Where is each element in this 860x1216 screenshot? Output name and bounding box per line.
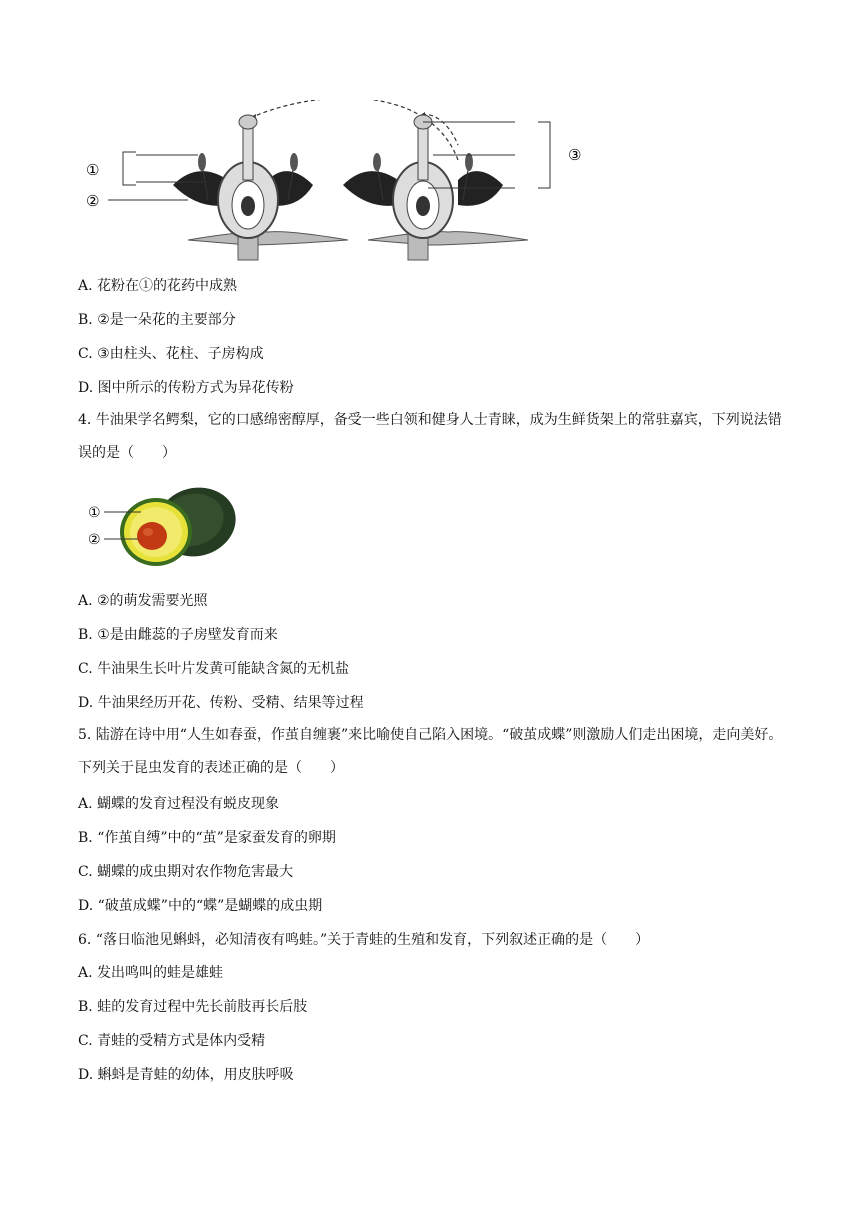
q6-option-d: D. 蝌蚪是青蛙的幼体，用皮肤呼吸 xyxy=(78,1067,294,1083)
avocado-label-1: ① xyxy=(88,505,101,521)
q5-option-c: C. 蝴蝶的成虫期对农作物危害最大 xyxy=(78,864,294,880)
q3-option-b: B. ②是一朵花的主要部分 xyxy=(78,312,236,328)
q4-option-b: B. ①是由雌蕊的子房壁发育而来 xyxy=(78,627,278,643)
q3-option-d: D. 图中所示的传粉方式为异花传粉 xyxy=(78,380,294,396)
q6-option-c: C. 青蛙的受精方式是体内受精 xyxy=(78,1033,266,1049)
q5-option-b: B. “作茧自缚”中的“茧”是家蚕发育的卵期 xyxy=(78,830,336,846)
figure1-label-2: ② xyxy=(86,192,100,210)
pollination-figure xyxy=(78,100,598,270)
avocado-figure xyxy=(86,484,246,568)
q3-option-a: A. 花粉在①的花药中成熟 xyxy=(78,278,238,294)
figure1-label-1: ① xyxy=(86,161,100,179)
q5-option-a: A. 蝴蝶的发育过程没有蜕皮现象 xyxy=(78,796,280,812)
q4-option-a: A. ②的萌发需要光照 xyxy=(78,593,208,609)
q6-stem: 6. “落日临池见蝌蚪，必知清夜有鸣蛙。”关于青蛙的生殖和发育，下列叙述正确的是（ ） xyxy=(78,932,650,948)
flower-diagram-svg xyxy=(78,100,598,270)
figure1-label-3: ③ xyxy=(568,146,582,164)
avocado-svg xyxy=(86,484,246,568)
left-flower xyxy=(173,115,348,260)
q6-option-a: A. 发出鸣叫的蛙是雄蛙 xyxy=(78,965,224,981)
q6-option-b: B. 蛙的发育过程中先长前肢再长后肢 xyxy=(78,999,308,1015)
q4-option-c: C. 牛油果生长叶片发黄可能缺含氮的无机盐 xyxy=(78,661,350,677)
q5-option-d: D. “破茧成蝶”中的“蝶”是蝴蝶的成虫期 xyxy=(78,898,323,914)
q5-stem: 5. 陆游在诗中用“人生如春蚕，作茧自缠裹”来比喻使自己陷入困境。“破茧成蝶”则激励人们走出困境，走向美好。下列关于昆虫发育的表述正确的是（ ） xyxy=(78,727,783,776)
q3-option-c: C. ③由柱头、花柱、子房构成 xyxy=(78,346,264,362)
q4-option-d: D. 牛油果经历开花、传粉、受精、结果等过程 xyxy=(78,695,364,711)
q4-stem: 4. 牛油果学名鳄梨，它的口感绵密醇厚，备受一些白领和健身人士青睐，成为生鲜货架上的常驻嘉宾，下列说法错误的是（ ） xyxy=(78,412,782,461)
avocado-label-2: ② xyxy=(88,532,101,548)
